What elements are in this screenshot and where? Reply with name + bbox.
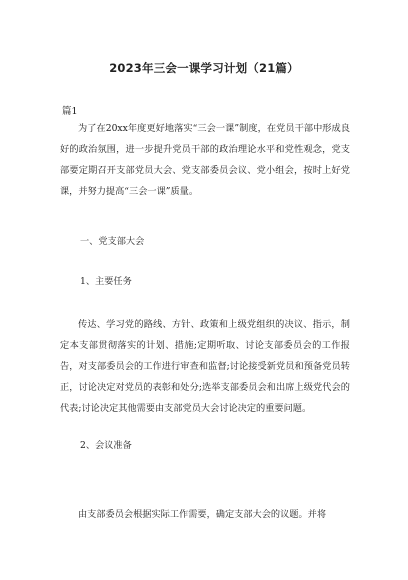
preparation-paragraph: 由支部委员会根据实际工作需要，确定支部大会的议题。并将 (78, 509, 327, 520)
section-label: 篇1 (62, 106, 78, 117)
heading-main-tasks: 1、主要任务 (80, 276, 132, 287)
tasks-paragraph: 传达、学习党的路线、方针、政策和上级党组织的决议、指示，制定本支部贯彻落实的计划、措施;定期听取、讨论支部委员会的工作报告，对支部委员会的工作进行审查和监督;讨论接受新党员和预备党员转正，讨论决定对党员的表彰和处分;选举支部委员会和出席上级党代会的代表;讨论决定其他需要由支部党员大会讨论决定的重要问题。 (60, 319, 350, 414)
document-title: 2023年三会一课学习计划（21篇） (109, 61, 299, 75)
heading-party-branch-meeting: 一、党支部大会 (80, 236, 145, 247)
intro-paragraph: 为了在20xx年度更好地落实“三会一课”制度，在党员干部中形成良好的政治氛围，进一步提升党员干部的政治理论水平和党性观念，党支部要定期召开支部党员大会、党支部委员会议、党小组会，按时上好党课，并努力提高“三会一课”质量。 (60, 123, 350, 197)
heading-meeting-preparation: 2、会议准备 (80, 440, 132, 451)
